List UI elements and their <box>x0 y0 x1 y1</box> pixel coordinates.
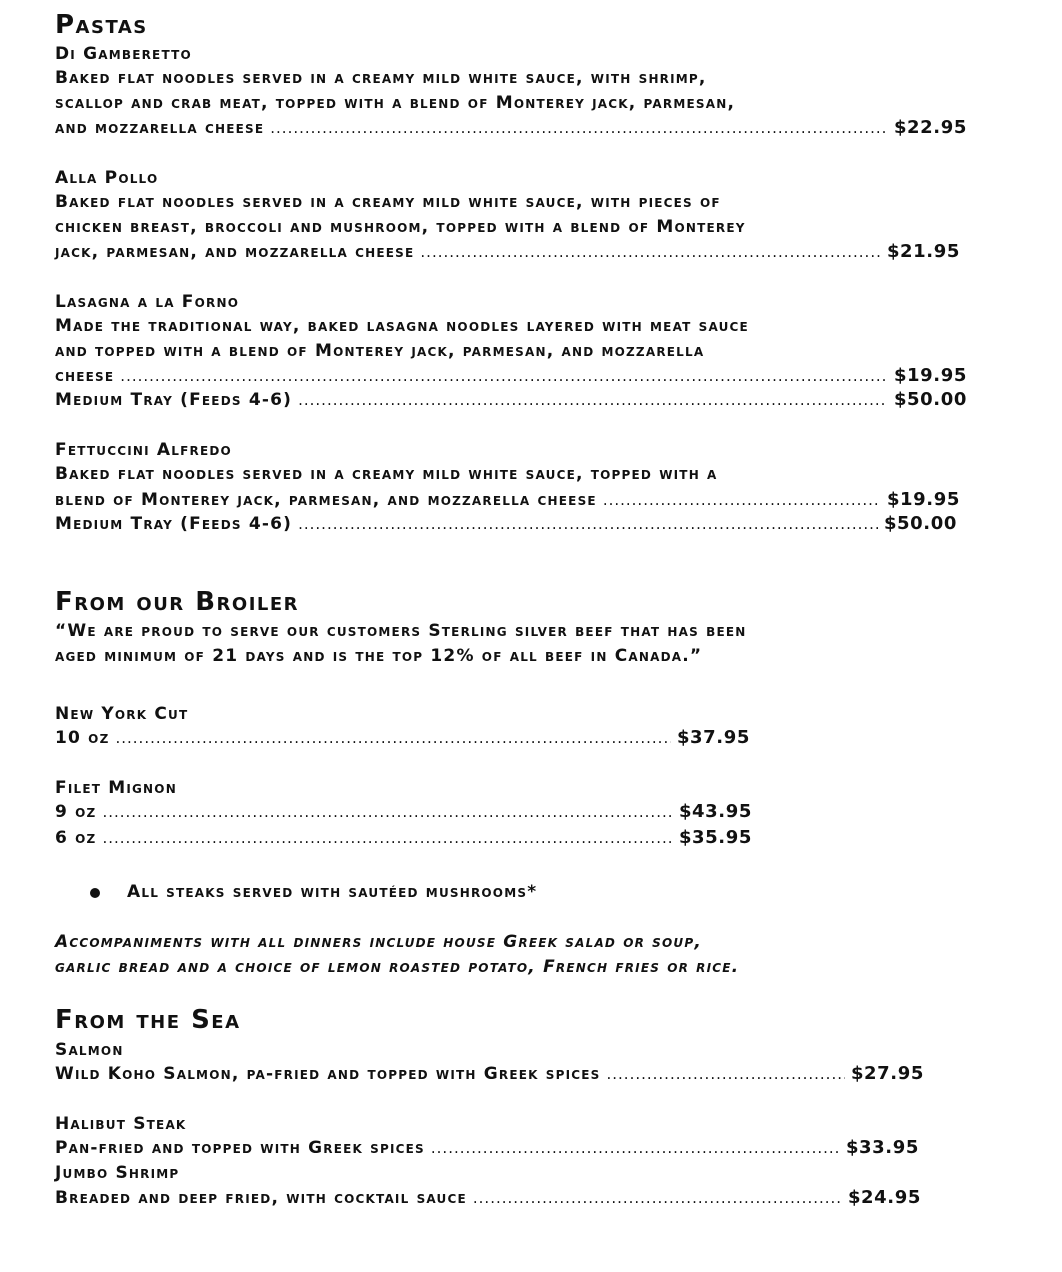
bullet-note: All steaks served with sautéed mushrooms* <box>127 882 538 902</box>
price-line <box>55 388 967 412</box>
accompaniments-line: garlic bread and a choice of lemon roasted potato, French fries or rice. <box>55 957 740 977</box>
item-name-lasagna: Lasagna a la Forno <box>55 292 240 312</box>
price: $50.00 <box>883 513 957 534</box>
price-label: Medium Tray (Feeds 4-6) <box>55 390 293 410</box>
dot-leader <box>102 826 672 850</box>
price: $24.95 <box>847 1187 921 1208</box>
broiler-quote-line: aged minimum of 21 days and is the top 12% of all beef in Canada.” <box>55 646 703 666</box>
item-description-line: scallop and crab meat, topped with a blend of Monterey jack, parmesan, <box>55 93 736 113</box>
price: $33.95 <box>845 1137 919 1158</box>
item-name-halibut-steak: Halibut Steak <box>55 1114 187 1134</box>
item-name-jumbo-shrimp: Jumbo Shrimp <box>55 1163 180 1183</box>
price-label: 6 oz <box>55 828 97 848</box>
dot-leader <box>102 800 672 824</box>
dot-leader <box>120 364 888 388</box>
broiler-quote-line: “We are proud to serve our customers Sterling silver beef that has been <box>55 621 747 641</box>
price-label: and mozzarella cheese <box>55 118 265 138</box>
dot-leader <box>603 488 881 512</box>
item-name-new-york-cut: New York Cut <box>55 704 189 724</box>
dot-leader <box>298 388 888 412</box>
price-label: Breaded and deep fried, with cocktail sauce <box>55 1188 467 1208</box>
section-heading-sea: From the Sea <box>55 1005 241 1035</box>
price-line <box>55 488 960 512</box>
dot-leader <box>431 1136 840 1160</box>
dot-leader <box>270 116 888 140</box>
price-label: blend of Monterey jack, parmesan, and mozzarella cheese <box>55 490 597 510</box>
price: $37.95 <box>676 727 750 748</box>
price-line <box>55 800 752 824</box>
item-name-fettuccini-alfredo: Fettuccini Alfredo <box>55 440 232 460</box>
price: $19.95 <box>886 489 960 510</box>
price: $50.00 <box>893 389 967 410</box>
item-description-line: Baked flat noodles served in a creamy mild white sauce, with pieces of <box>55 192 721 212</box>
item-description-line: Made the traditional way, baked lasagna noodles layered with meat sauce <box>55 316 749 336</box>
price-label: Wild Koho Salmon, pa-fried and topped with Greek spices <box>55 1064 601 1084</box>
price-line <box>55 364 967 388</box>
price: $21.95 <box>886 241 960 262</box>
dot-leader <box>473 1186 842 1210</box>
price-line <box>55 116 967 140</box>
price-label: Pan-fried and topped with Greek spices <box>55 1138 425 1158</box>
item-name-di-gamberetto: Di Gamberetto <box>55 44 192 64</box>
item-description-line: chicken breast, broccoli and mushroom, topped with a blend of Monterey <box>55 217 746 237</box>
item-description-line: and topped with a blend of Monterey jack, parmesan, and mozzarella <box>55 341 705 361</box>
dot-leader <box>115 726 670 750</box>
price-line <box>55 512 957 536</box>
price-line <box>55 1136 919 1160</box>
price: $27.95 <box>850 1063 924 1084</box>
dot-leader <box>607 1062 845 1086</box>
item-description-line: Baked flat noodles served in a creamy mild white sauce, with shrimp, <box>55 68 707 88</box>
item-name-filet-mignon: Filet Mignon <box>55 778 177 798</box>
price: $19.95 <box>893 365 967 386</box>
price: $35.95 <box>678 827 752 848</box>
price-label: cheese <box>55 366 115 386</box>
price-label: Medium Tray (Feeds 4-6) <box>55 514 293 534</box>
section-heading-broiler: From our Broiler <box>55 587 300 617</box>
price-line <box>55 1186 921 1210</box>
price: $22.95 <box>893 117 967 138</box>
dot-leader <box>420 240 881 264</box>
price-label: 10 oz <box>55 728 110 748</box>
price-label: jack, parmesan, and mozzarella cheese <box>55 242 415 262</box>
accompaniments-line: Accompaniments with all dinners include house Greek salad or soup, <box>55 932 703 952</box>
price-line <box>55 826 752 850</box>
price-line <box>55 1062 924 1086</box>
dot-leader <box>298 512 878 536</box>
price: $43.95 <box>678 801 752 822</box>
item-description-line: Baked flat noodles served in a creamy mild white sauce, topped with a <box>55 464 718 484</box>
price-line <box>55 726 750 750</box>
item-name-alla-pollo: Alla Pollo <box>55 168 159 188</box>
section-heading-pastas: Pastas <box>55 10 148 40</box>
price-line <box>55 240 960 264</box>
price-label: 9 oz <box>55 802 97 822</box>
bullet-dot <box>90 888 100 898</box>
item-name-salmon: Salmon <box>55 1040 124 1060</box>
